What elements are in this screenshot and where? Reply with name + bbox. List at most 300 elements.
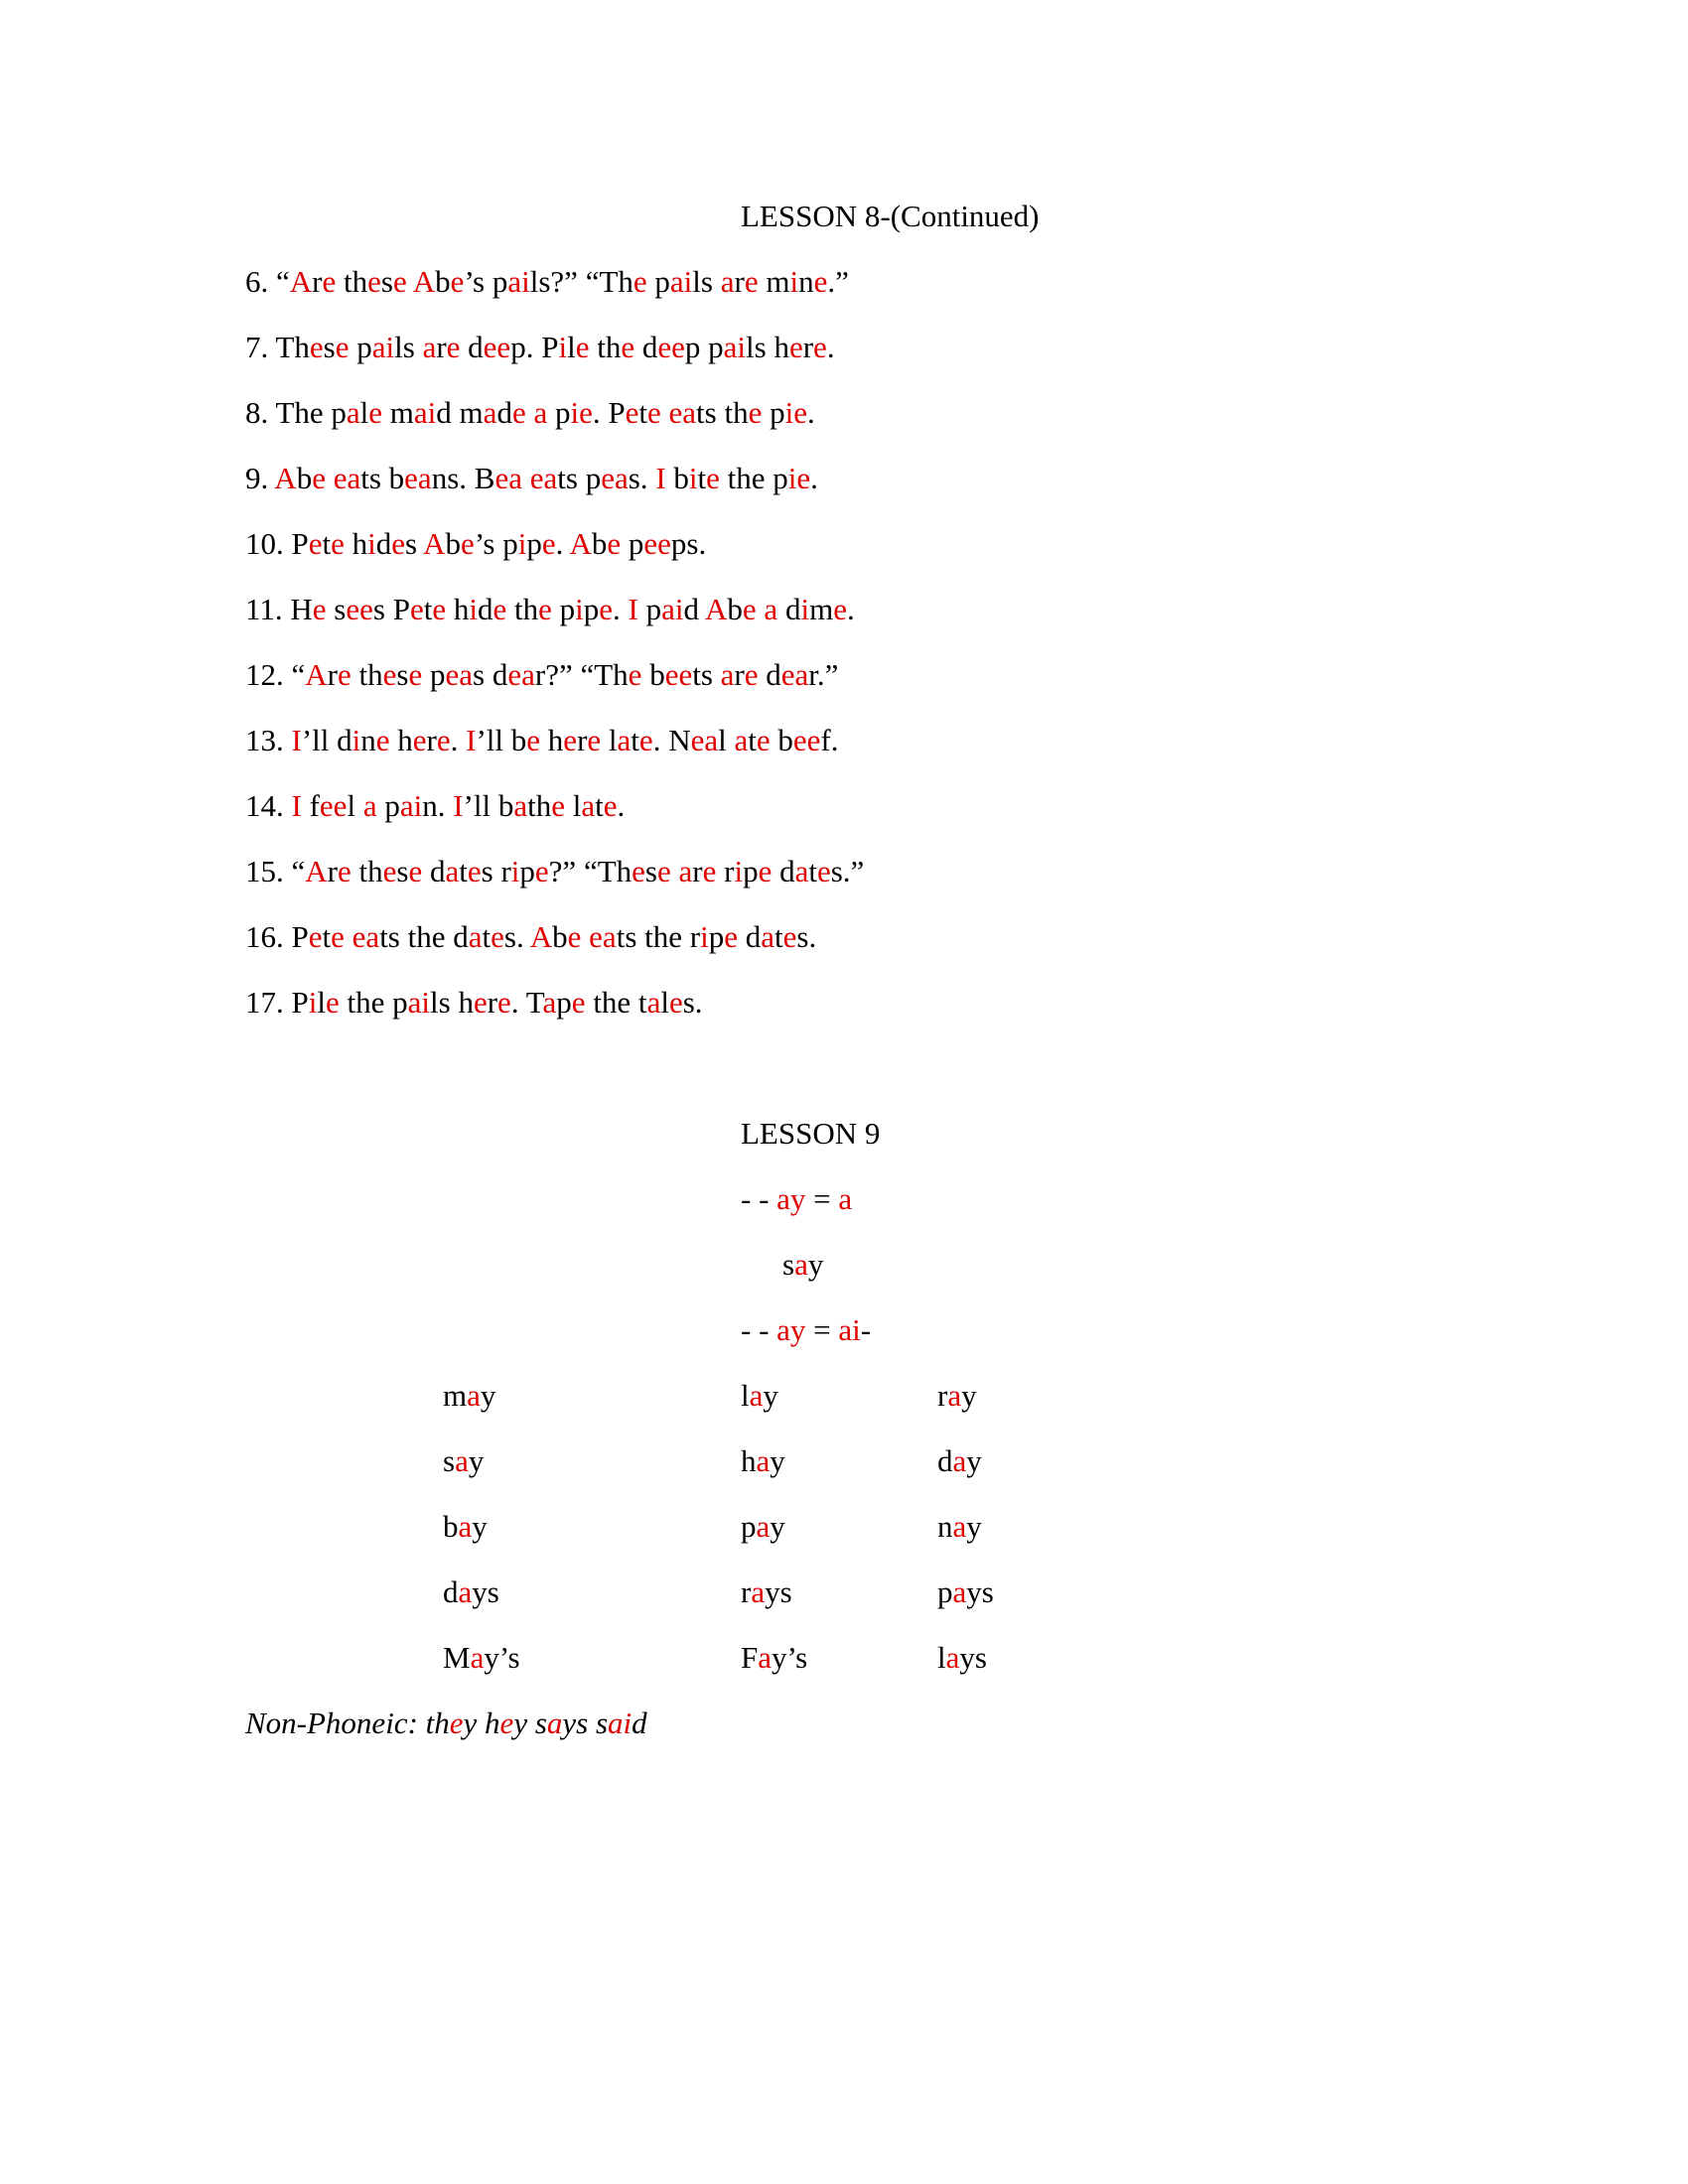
highlighted-vowel: i bbox=[700, 919, 709, 954]
text-run: r bbox=[734, 657, 745, 692]
text-run bbox=[522, 461, 530, 495]
highlighted-vowel: ai bbox=[413, 395, 437, 430]
text-run: th bbox=[527, 788, 552, 823]
text-run: . P bbox=[592, 395, 626, 430]
highlighted-vowel: ea bbox=[333, 461, 361, 495]
text-run: ls?” “Th bbox=[529, 264, 633, 299]
text-run: ns. B bbox=[431, 461, 495, 495]
text-run: r bbox=[436, 330, 447, 364]
highlighted-vowel: a bbox=[617, 723, 632, 757]
highlighted-vowel: A bbox=[569, 526, 592, 561]
text-run: s bbox=[644, 854, 657, 888]
highlighted-vowel: ea bbox=[690, 723, 719, 757]
word-nay bbox=[937, 1507, 982, 1547]
text-run: . T bbox=[510, 985, 543, 1020]
text-run: d bbox=[737, 919, 762, 954]
text-run: b bbox=[443, 1509, 459, 1544]
text-run: f bbox=[301, 788, 320, 823]
text-run: p bbox=[526, 526, 542, 561]
highlighted-vowel: ea bbox=[601, 461, 629, 495]
text-run: s bbox=[380, 264, 393, 299]
highlighted-vowel: ea bbox=[404, 461, 432, 495]
highlighted-vowel: A bbox=[305, 657, 328, 692]
highlighted-vowel: ay bbox=[776, 1181, 806, 1216]
sentence-7 bbox=[245, 328, 835, 367]
highlighted-vowel: e bbox=[367, 264, 381, 299]
highlighted-vowel: i bbox=[558, 330, 568, 364]
word-pays bbox=[937, 1572, 994, 1612]
sentence-11 bbox=[245, 590, 855, 629]
highlighted-vowel: ie bbox=[784, 395, 807, 430]
text-run: 13. bbox=[245, 723, 292, 757]
text-run: l bbox=[565, 788, 582, 823]
text-run: ts p bbox=[557, 461, 602, 495]
text-run: s bbox=[782, 1247, 795, 1282]
text-run: the p bbox=[339, 985, 408, 1020]
text-run: m bbox=[443, 1378, 468, 1413]
text-run: t bbox=[482, 919, 492, 954]
text-run: ts bbox=[692, 657, 721, 692]
highlighted-vowel: e bbox=[335, 330, 350, 364]
text-run: f. bbox=[820, 723, 839, 757]
highlighted-vowel: e bbox=[412, 723, 427, 757]
highlighted-vowel: ai bbox=[407, 985, 431, 1020]
text-run: p bbox=[708, 919, 725, 954]
text-run: r bbox=[734, 264, 745, 299]
highlighted-vowel: ai bbox=[507, 264, 530, 299]
highlighted-vowel: ee bbox=[792, 723, 821, 757]
text-run: - bbox=[860, 1312, 872, 1347]
highlighted-vowel: e bbox=[331, 526, 345, 561]
word-bay bbox=[443, 1507, 488, 1547]
highlighted-vowel: ea bbox=[780, 657, 809, 692]
text-run: l bbox=[741, 1378, 750, 1413]
highlighted-vowel: e bbox=[706, 461, 720, 495]
highlighted-vowel: ai bbox=[399, 788, 423, 823]
text-run: t bbox=[423, 592, 433, 626]
text-run: l bbox=[317, 985, 326, 1020]
text-run: . N bbox=[652, 723, 691, 757]
text-run: ls bbox=[394, 330, 423, 364]
text-run: y bbox=[961, 1378, 977, 1413]
highlighted-vowel: e bbox=[308, 919, 323, 954]
text-run: l bbox=[601, 723, 618, 757]
text-run: p p bbox=[684, 330, 724, 364]
highlighted-vowel: e bbox=[702, 854, 717, 888]
highlighted-vowel: e bbox=[312, 461, 326, 495]
highlighted-vowel: a bbox=[467, 1378, 481, 1413]
text-run: b bbox=[727, 592, 743, 626]
text-run: = bbox=[805, 1312, 839, 1347]
highlighted-vowel: e bbox=[551, 788, 565, 823]
highlighted-vowel: ie bbox=[570, 395, 593, 430]
highlighted-vowel: e bbox=[724, 919, 738, 954]
highlighted-vowel: A bbox=[412, 264, 436, 299]
text-run: y bbox=[966, 1443, 982, 1478]
highlighted-vowel: ea bbox=[507, 657, 535, 692]
highlighted-vowel: A bbox=[305, 854, 328, 888]
highlighted-vowel: i bbox=[308, 985, 318, 1020]
highlighted-vowel: e bbox=[408, 657, 423, 692]
highlighted-vowel: a bbox=[458, 1574, 473, 1609]
text-run: p bbox=[646, 264, 670, 299]
highlighted-vowel: ee bbox=[346, 592, 373, 626]
text-run: - - bbox=[741, 1312, 777, 1347]
highlighted-vowel: a bbox=[542, 985, 557, 1020]
text-run: the p bbox=[719, 461, 788, 495]
highlighted-vowel: ee bbox=[483, 330, 511, 364]
text-run: ’ll b bbox=[463, 788, 514, 823]
text-run: ys s bbox=[562, 1706, 609, 1740]
text-run: r bbox=[487, 985, 498, 1020]
text-run: t bbox=[774, 919, 783, 954]
text-run: y’s bbox=[772, 1640, 808, 1675]
text-run: b bbox=[591, 526, 608, 561]
text-run: p bbox=[762, 395, 785, 430]
highlighted-vowel: a bbox=[794, 854, 809, 888]
highlighted-vowel: e bbox=[467, 854, 482, 888]
text-run: = bbox=[805, 1181, 839, 1216]
text-run: m bbox=[809, 592, 834, 626]
text-run: h bbox=[389, 723, 413, 757]
text-run: h bbox=[344, 526, 368, 561]
highlighted-vowel: e bbox=[813, 264, 828, 299]
highlighted-vowel: a bbox=[749, 1378, 764, 1413]
text-run: s bbox=[396, 854, 409, 888]
text-run bbox=[345, 919, 352, 954]
highlighted-vowel: ai bbox=[723, 330, 747, 364]
text-run: b bbox=[435, 264, 451, 299]
text-run: n bbox=[360, 723, 376, 757]
text-run: 11. H bbox=[245, 592, 313, 626]
text-run: y h bbox=[463, 1706, 500, 1740]
highlighted-vowel: ai bbox=[669, 264, 693, 299]
highlighted-vowel: ee bbox=[657, 330, 685, 364]
text-run: y bbox=[468, 1443, 485, 1478]
highlighted-vowel: e bbox=[756, 723, 771, 757]
highlighted-vowel: e bbox=[526, 723, 541, 757]
highlighted-vowel: e bbox=[449, 1706, 464, 1740]
sentence-15 bbox=[245, 852, 864, 891]
highlighted-vowel: a bbox=[794, 1247, 808, 1282]
highlighted-vowel: A bbox=[423, 526, 446, 561]
highlighted-vowel: a bbox=[756, 1509, 771, 1544]
highlighted-vowel: e bbox=[497, 985, 511, 1020]
word-fays bbox=[741, 1638, 807, 1678]
text-run: d bbox=[460, 330, 484, 364]
sentence-13 bbox=[245, 721, 839, 760]
sentence-6 bbox=[245, 262, 849, 302]
text-run: d bbox=[772, 854, 795, 888]
highlighted-vowel: i bbox=[469, 592, 478, 626]
text-run: y bbox=[763, 1378, 778, 1413]
text-run: r?” “Th bbox=[534, 657, 629, 692]
text-run: 17. P bbox=[245, 985, 309, 1020]
highlighted-vowel: e bbox=[748, 395, 763, 430]
highlighted-vowel: e bbox=[511, 395, 526, 430]
highlighted-vowel: e bbox=[409, 592, 424, 626]
text-run: ys bbox=[472, 1574, 499, 1609]
highlighted-vowel: e bbox=[326, 985, 340, 1020]
highlighted-vowel: i bbox=[517, 526, 527, 561]
word-may bbox=[443, 1376, 495, 1416]
text-run: s. bbox=[682, 985, 703, 1020]
text-run: s bbox=[443, 1443, 456, 1478]
sentence-12 bbox=[245, 655, 838, 695]
highlighted-vowel: e bbox=[788, 330, 803, 364]
text-run: . bbox=[806, 395, 815, 430]
highlighted-vowel: i bbox=[688, 461, 698, 495]
word-days bbox=[443, 1572, 499, 1612]
text-run: ls bbox=[692, 264, 721, 299]
highlighted-vowel: e bbox=[833, 592, 847, 626]
word-lay bbox=[741, 1376, 778, 1416]
highlighted-vowel: e bbox=[337, 657, 352, 692]
text-run: r bbox=[312, 264, 323, 299]
highlighted-vowel: a bbox=[952, 1509, 967, 1544]
text-run: 16. P bbox=[245, 919, 309, 954]
text-run: Non-Phoneic: th bbox=[245, 1706, 450, 1740]
text-run: ?” “Th bbox=[548, 854, 633, 888]
highlighted-vowel: I bbox=[291, 723, 302, 757]
highlighted-vowel: e bbox=[603, 788, 618, 823]
text-run: n bbox=[798, 264, 814, 299]
text-run: p bbox=[583, 592, 600, 626]
text-run: y bbox=[770, 1509, 785, 1544]
highlighted-vowel: ai bbox=[608, 1706, 633, 1740]
highlighted-vowel: a bbox=[346, 395, 360, 430]
text-run: b bbox=[445, 526, 462, 561]
highlighted-vowel: e bbox=[375, 723, 390, 757]
highlighted-vowel: a bbox=[483, 395, 497, 430]
text-run: t bbox=[322, 526, 332, 561]
text-run: d bbox=[683, 592, 706, 626]
highlighted-vowel: e bbox=[742, 592, 757, 626]
word-ray bbox=[937, 1376, 977, 1416]
text-run: s P bbox=[372, 592, 410, 626]
word-lays bbox=[937, 1638, 987, 1678]
highlighted-vowel: i bbox=[367, 526, 376, 561]
text-run: p bbox=[376, 788, 400, 823]
highlighted-vowel: e bbox=[382, 854, 397, 888]
text-run: . bbox=[826, 330, 835, 364]
highlighted-vowel: a bbox=[756, 1443, 771, 1478]
text-run: t bbox=[631, 723, 639, 757]
text-run: n bbox=[937, 1509, 953, 1544]
highlighted-vowel: ea bbox=[668, 395, 697, 430]
text-run: m bbox=[382, 395, 414, 430]
text-run: r bbox=[802, 330, 814, 364]
text-run: p. P bbox=[510, 330, 559, 364]
highlighted-vowel: e bbox=[656, 854, 671, 888]
lesson-8-title: LESSON 8-(Continued) bbox=[741, 199, 1040, 233]
text-run: d bbox=[632, 1706, 647, 1740]
highlighted-vowel: ee bbox=[319, 788, 348, 823]
highlighted-vowel: e bbox=[646, 395, 661, 430]
highlighted-vowel: a bbox=[947, 1378, 962, 1413]
highlighted-vowel: e bbox=[308, 526, 323, 561]
highlighted-vowel: e bbox=[309, 330, 324, 364]
highlighted-vowel: e bbox=[337, 854, 352, 888]
highlighted-vowel: a bbox=[952, 1574, 967, 1609]
highlighted-vowel: e bbox=[632, 854, 645, 888]
text-run: s bbox=[326, 592, 347, 626]
text-run: y’s bbox=[484, 1640, 520, 1675]
text-run: th bbox=[351, 854, 383, 888]
highlighted-vowel: i bbox=[789, 264, 799, 299]
text-run: d bbox=[375, 526, 392, 561]
text-run: 15. “ bbox=[245, 854, 306, 888]
text-run: r bbox=[426, 723, 437, 757]
highlighted-vowel: a bbox=[646, 985, 661, 1020]
text-run: M bbox=[443, 1640, 471, 1675]
highlighted-vowel: e bbox=[567, 919, 582, 954]
text-run: s bbox=[396, 657, 409, 692]
text-run: y bbox=[770, 1443, 785, 1478]
text-run: d m bbox=[436, 395, 484, 430]
text-run bbox=[581, 919, 589, 954]
highlighted-vowel: a bbox=[546, 1706, 563, 1740]
text-run: p bbox=[743, 854, 759, 888]
highlighted-vowel: e bbox=[436, 723, 451, 757]
text-run: d bbox=[777, 592, 801, 626]
text-run: . bbox=[555, 526, 570, 561]
text-run: r bbox=[741, 1574, 752, 1609]
highlighted-vowel: e bbox=[782, 919, 797, 954]
text-run: h bbox=[540, 723, 564, 757]
highlighted-vowel: A bbox=[274, 461, 297, 495]
text-run: p bbox=[637, 592, 662, 626]
highlighted-vowel: ea bbox=[589, 919, 617, 954]
text-run: 10. P bbox=[245, 526, 309, 561]
highlighted-vowel: e bbox=[392, 264, 407, 299]
text-run: s.” bbox=[830, 854, 865, 888]
highlighted-vowel: a bbox=[362, 788, 377, 823]
text-run: s bbox=[323, 330, 336, 364]
text-run: . bbox=[846, 592, 855, 626]
text-run: th bbox=[506, 592, 539, 626]
highlighted-vowel: ea bbox=[529, 461, 558, 495]
text-run: h bbox=[446, 592, 470, 626]
highlighted-vowel: e bbox=[538, 592, 552, 626]
text-run: s. bbox=[796, 919, 817, 954]
highlighted-vowel: e bbox=[450, 264, 465, 299]
text-run: r bbox=[716, 854, 735, 888]
highlighted-vowel: ea bbox=[494, 461, 522, 495]
highlighted-vowel: I bbox=[453, 788, 464, 823]
highlighted-vowel: a bbox=[751, 1574, 766, 1609]
highlighted-vowel: i bbox=[734, 854, 744, 888]
text-run bbox=[661, 395, 669, 430]
highlighted-vowel: i bbox=[575, 592, 584, 626]
text-run: ps. bbox=[670, 526, 707, 561]
text-run: y bbox=[966, 1509, 982, 1544]
highlighted-vowel: a bbox=[761, 919, 774, 954]
text-run: p bbox=[422, 657, 446, 692]
text-run: b bbox=[770, 723, 793, 757]
text-run: p bbox=[551, 592, 576, 626]
highlighted-vowel: e bbox=[432, 592, 447, 626]
highlighted-vowel: e bbox=[322, 264, 337, 299]
text-run: . bbox=[613, 592, 629, 626]
text-run: . bbox=[810, 461, 818, 495]
text-run: y bbox=[472, 1509, 488, 1544]
highlighted-vowel: e bbox=[461, 526, 475, 561]
text-run: p bbox=[556, 985, 572, 1020]
text-run: 9. bbox=[245, 461, 275, 495]
text-run: t bbox=[322, 919, 332, 954]
highlighted-vowel: e bbox=[638, 723, 653, 757]
text-run: m bbox=[758, 264, 790, 299]
text-run: ls h bbox=[746, 330, 789, 364]
rule-ay-equals-a bbox=[741, 1179, 852, 1219]
text-run: t bbox=[459, 854, 468, 888]
highlighted-vowel: a bbox=[720, 264, 735, 299]
highlighted-vowel: a bbox=[720, 657, 735, 692]
text-run: d bbox=[443, 1574, 459, 1609]
text-run: p bbox=[937, 1574, 953, 1609]
text-run: p bbox=[741, 1509, 757, 1544]
sentence-17 bbox=[245, 983, 703, 1023]
highlighted-vowel: i bbox=[510, 854, 520, 888]
text-run: ys bbox=[966, 1574, 994, 1609]
word-mays bbox=[443, 1638, 520, 1678]
highlighted-vowel: e bbox=[571, 985, 586, 1020]
text-run: l bbox=[718, 723, 735, 757]
text-run: b bbox=[552, 919, 568, 954]
highlighted-vowel: e bbox=[331, 919, 345, 954]
example-word-say bbox=[782, 1245, 823, 1285]
highlighted-vowel: e bbox=[408, 854, 423, 888]
highlighted-vowel: e bbox=[491, 919, 504, 954]
highlighted-vowel: e bbox=[621, 330, 635, 364]
highlighted-vowel: e bbox=[668, 985, 683, 1020]
highlighted-vowel: e bbox=[633, 264, 647, 299]
highlighted-vowel: a bbox=[422, 330, 437, 364]
highlighted-vowel: A bbox=[289, 264, 313, 299]
highlighted-vowel: a bbox=[533, 395, 548, 430]
highlighted-vowel: e bbox=[607, 526, 622, 561]
highlighted-vowel: e bbox=[744, 657, 759, 692]
text-run: ts th bbox=[696, 395, 749, 430]
text-run: 12. “ bbox=[245, 657, 306, 692]
highlighted-vowel: a bbox=[758, 1640, 773, 1675]
text-run: r bbox=[327, 854, 338, 888]
text-run: ’s p bbox=[464, 264, 508, 299]
highlighted-vowel: a bbox=[470, 1640, 485, 1675]
text-run: 8. The p bbox=[245, 395, 347, 430]
text-run: d bbox=[496, 395, 512, 430]
highlighted-vowel: a bbox=[678, 854, 693, 888]
highlighted-vowel: a bbox=[468, 919, 483, 954]
text-run: l bbox=[937, 1640, 946, 1675]
text-run: the t bbox=[585, 985, 647, 1020]
highlighted-vowel: e bbox=[587, 723, 602, 757]
highlighted-vowel: i bbox=[352, 723, 361, 757]
highlighted-vowel: e bbox=[499, 1706, 514, 1740]
text-run: . bbox=[450, 723, 467, 757]
text-run: th bbox=[351, 657, 383, 692]
sentence-10 bbox=[245, 524, 706, 564]
text-run: p bbox=[621, 526, 644, 561]
highlighted-vowel: e bbox=[541, 526, 556, 561]
highlighted-vowel: e bbox=[312, 592, 327, 626]
text-run: .” bbox=[827, 264, 849, 299]
text-run: r bbox=[692, 854, 703, 888]
highlighted-vowel: e bbox=[534, 854, 549, 888]
word-hay bbox=[741, 1441, 785, 1481]
text-run: d bbox=[477, 592, 493, 626]
